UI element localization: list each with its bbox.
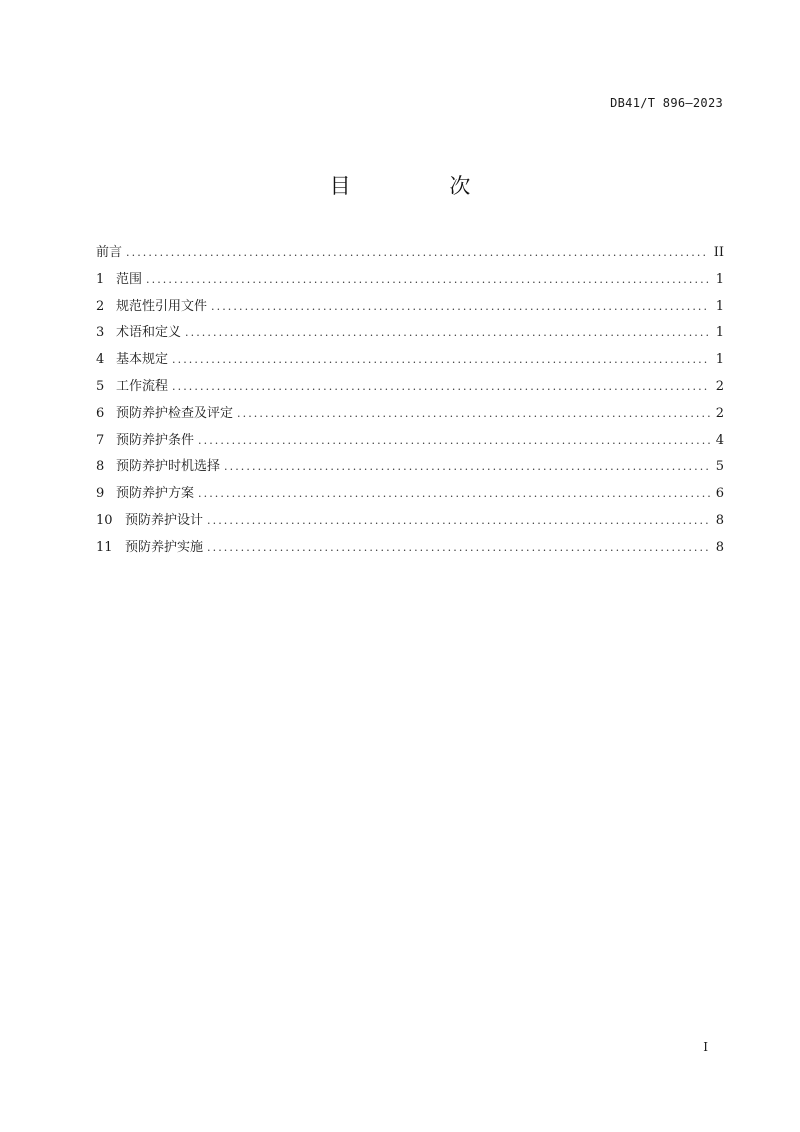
toc-entry-label: 预防养护设计 <box>125 512 204 528</box>
toc-entry-number: 9 <box>96 486 105 502</box>
toc-entry-page: 1 <box>715 352 724 368</box>
toc-entry-label: 工作流程 <box>116 378 169 394</box>
toc-entry-6[interactable] <box>96 401 724 428</box>
toc-leader-dots <box>224 454 710 481</box>
toc-leader-dots <box>198 428 710 455</box>
table-of-contents <box>96 240 724 562</box>
toc-entry-3[interactable] <box>96 320 724 347</box>
toc-entry-5[interactable] <box>96 374 724 401</box>
toc-entry-number: 8 <box>96 459 105 475</box>
document-code: DB41/T 896—2023 <box>610 96 723 110</box>
toc-entry-label: 规范性引用文件 <box>116 298 208 314</box>
toc-entry-page: 1 <box>715 271 724 287</box>
toc-leader-dots <box>211 294 710 321</box>
toc-entry-number: 5 <box>96 378 105 394</box>
toc-leader-dots <box>126 240 708 267</box>
toc-entry-page: 2 <box>715 378 724 394</box>
toc-entry-7[interactable] <box>96 428 724 455</box>
toc-entry-label: 预防养护条件 <box>116 432 195 448</box>
toc-leader-dots <box>207 535 710 562</box>
toc-entry-number: 2 <box>96 298 105 314</box>
toc-entry-page: 1 <box>715 298 724 314</box>
toc-entry-label: 预防养护检查及评定 <box>116 405 234 421</box>
toc-entry-number: 11 <box>96 539 113 555</box>
toc-entry-page: 1 <box>715 325 724 341</box>
toc-entry-page: 2 <box>715 405 724 421</box>
toc-entry-label: 范围 <box>116 271 143 287</box>
toc-entry-number: 10 <box>96 512 113 528</box>
toc-entry-11[interactable] <box>96 535 724 562</box>
toc-entry-label: 基本规定 <box>116 352 169 368</box>
toc-entry-page: 6 <box>715 486 724 502</box>
toc-entry-number: 6 <box>96 405 105 421</box>
toc-entry-label: 预防养护实施 <box>125 539 204 555</box>
toc-entry-number: 7 <box>96 432 105 448</box>
toc-leader-dots <box>198 481 710 508</box>
toc-entry-label: 前言 <box>96 245 123 260</box>
toc-entry-foreword[interactable] <box>96 240 724 267</box>
toc-entry-label: 术语和定义 <box>116 325 182 341</box>
toc-leader-dots <box>146 267 710 294</box>
toc-entry-number: 4 <box>96 352 105 368</box>
toc-entry-4[interactable] <box>96 347 724 374</box>
toc-title: 目 次 <box>329 174 517 198</box>
toc-entry-2[interactable] <box>96 294 724 321</box>
toc-entry-page: 4 <box>715 432 724 448</box>
toc-entry-9[interactable] <box>96 481 724 508</box>
page-number: I <box>703 1040 708 1054</box>
toc-entry-1[interactable] <box>96 267 724 294</box>
toc-entry-label: 预防养护方案 <box>116 486 195 502</box>
toc-entry-10[interactable] <box>96 508 724 535</box>
toc-entry-page: 8 <box>715 539 724 555</box>
toc-leader-dots <box>185 320 710 347</box>
toc-entry-label: 预防养护时机选择 <box>116 459 221 475</box>
toc-entry-number: 3 <box>96 325 105 341</box>
toc-entry-page: 5 <box>715 459 724 475</box>
toc-entry-page: II <box>713 245 724 260</box>
toc-entry-page: 8 <box>715 512 724 528</box>
toc-leader-dots <box>172 347 710 374</box>
toc-entry-8[interactable] <box>96 454 724 481</box>
toc-leader-dots <box>207 508 710 535</box>
toc-leader-dots <box>172 374 710 401</box>
toc-leader-dots <box>237 401 710 428</box>
toc-entry-number: 1 <box>96 271 105 287</box>
